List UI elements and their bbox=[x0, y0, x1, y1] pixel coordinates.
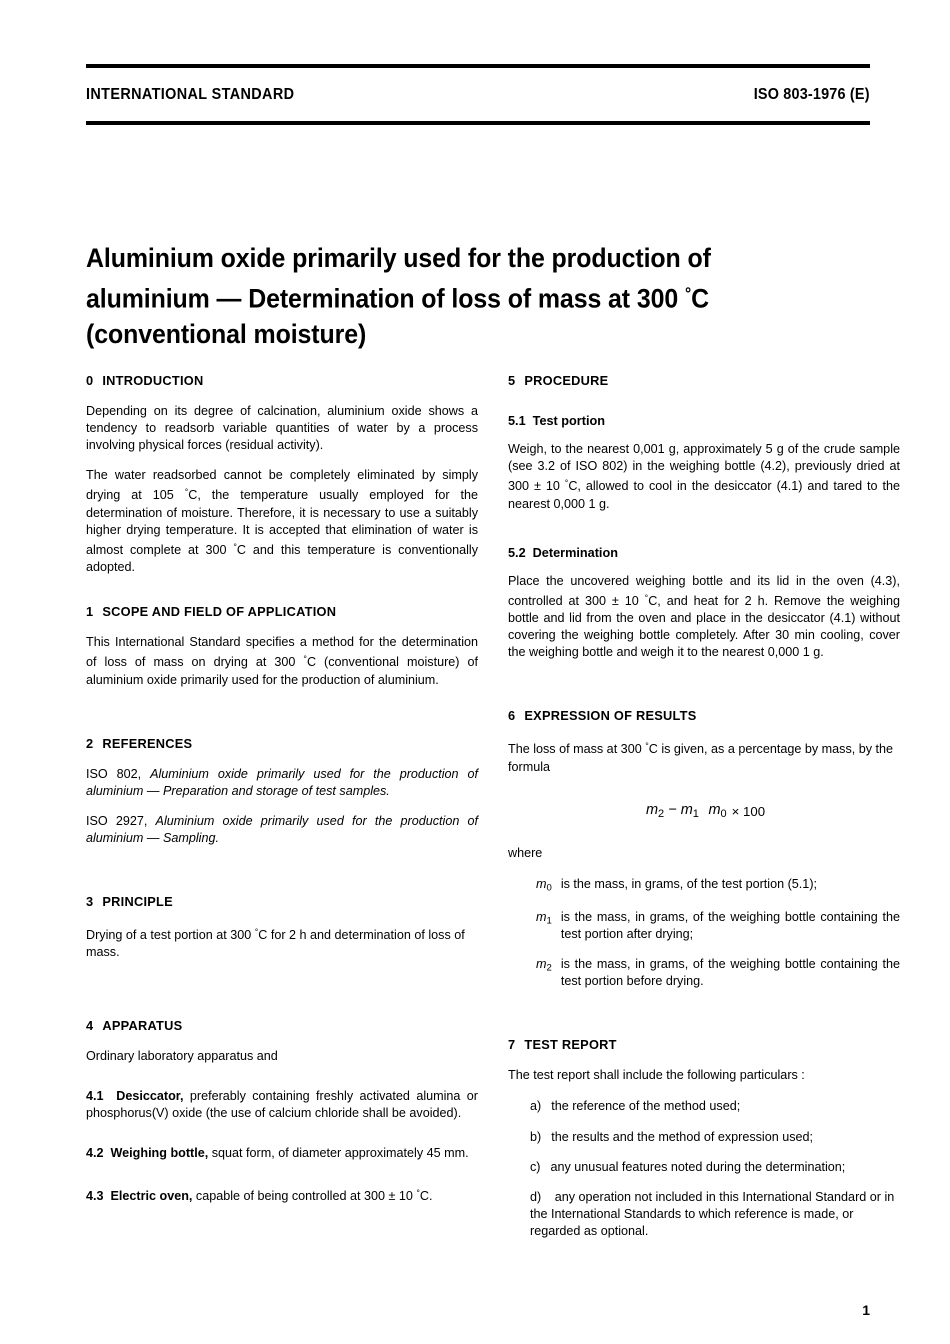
section-references-title: REFERENCES bbox=[102, 735, 193, 751]
section-introduction-title: INTRODUCTION bbox=[102, 373, 204, 388]
list-item bbox=[508, 1189, 900, 1240]
reference-item bbox=[86, 813, 478, 847]
section-introduction bbox=[86, 373, 478, 576]
apparatus-item-electric-oven bbox=[86, 1185, 478, 1205]
definition-symbol-subscript: 2 bbox=[546, 962, 552, 974]
apparatus-item-name: Electric oven, bbox=[110, 1189, 193, 1204]
scope-paragraph bbox=[86, 634, 478, 689]
subsection-test-portion-number: 5.1 bbox=[508, 414, 526, 428]
subsection-determination-title: Determination bbox=[532, 545, 618, 560]
section-results-number: 6 bbox=[508, 708, 516, 724]
section-spacer bbox=[86, 962, 478, 990]
section-spacer bbox=[86, 847, 478, 875]
title-line-3: (conventional moisture) bbox=[86, 319, 367, 350]
list-item bbox=[508, 1098, 900, 1115]
test-portion-paragraph bbox=[508, 441, 900, 513]
title-line-2-a: aluminium bbox=[86, 283, 217, 314]
page-title bbox=[86, 240, 782, 353]
apparatus-item-name: Weighing bottle, bbox=[110, 1145, 209, 1160]
page-header bbox=[86, 86, 870, 104]
definition-symbol-subscript: 1 bbox=[546, 915, 552, 927]
formula-m0-base: m bbox=[708, 801, 721, 818]
apparatus-item-description: squat form, of diameter approximately 45 mm. bbox=[208, 1145, 469, 1160]
section-test-report-title: TEST REPORT bbox=[524, 1037, 617, 1053]
results-intro-part-a: The loss of mass at 300 bbox=[508, 742, 646, 757]
section-procedure-heading bbox=[508, 373, 900, 389]
list-item-marker: a) bbox=[530, 1099, 542, 1114]
standard-reference-label: ISO 803-1976 (E) bbox=[754, 86, 870, 103]
list-item-text: the reference of the method used; bbox=[551, 1099, 741, 1114]
section-spacer bbox=[86, 689, 478, 717]
section-procedure bbox=[508, 373, 900, 661]
title-degree-symbol: ° bbox=[684, 284, 692, 303]
definition-item bbox=[508, 909, 900, 943]
reference-item bbox=[86, 766, 478, 800]
introduction-p2-part-a: The water readsorbed cannot be completely eliminated by simply drying at 105 bbox=[86, 468, 478, 503]
definition-symbol bbox=[536, 909, 552, 943]
item-spacer bbox=[86, 1175, 478, 1185]
subsection-test-portion-heading bbox=[508, 413, 900, 429]
title-line-2-c: C bbox=[691, 283, 710, 314]
subsection-test-portion-title: Test portion bbox=[532, 414, 605, 428]
reference-1-title: Aluminium oxide primarily used for the production of aluminium — Preparation and storage of test samples. bbox=[86, 766, 478, 798]
apparatus-intro: Ordinary laboratory apparatus and bbox=[86, 1048, 278, 1063]
scope-part-a: This International Standard specifies a method for the determination of loss of mass on drying at 300 bbox=[86, 635, 478, 670]
list-item-marker: c) bbox=[530, 1159, 541, 1174]
section-principle-title: PRINCIPLE bbox=[102, 894, 173, 910]
section-principle bbox=[86, 894, 478, 961]
sub-spacer bbox=[508, 403, 900, 413]
introduction-paragraph-1: Depending on its degree of calcination, aluminium oxide shows a tendency to readsorb variable quantities of water by a process involving physical forces (residual activity). bbox=[86, 404, 478, 453]
determination-part-a: Place the uncovered weighing bottle and its lid in the oven (4.3), controlled at 300 ± 10 bbox=[508, 573, 900, 608]
formula-minus-sign: − bbox=[664, 801, 681, 818]
formula-numerator bbox=[643, 802, 702, 820]
section-spacer bbox=[508, 689, 900, 708]
apparatus-item-description: preferably containing freshly activated alumina or phosphorus(V) oxide (the use of calcium chloride shall be avoided). bbox=[86, 1088, 478, 1120]
apparatus-item-number: 4.2 bbox=[86, 1145, 104, 1160]
standard-type-label: INTERNATIONAL STANDARD bbox=[86, 86, 295, 103]
section-spacer bbox=[86, 576, 478, 604]
header-rule-bottom bbox=[86, 121, 870, 125]
section-references bbox=[86, 736, 478, 847]
results-intro-paragraph bbox=[508, 738, 900, 775]
section-apparatus bbox=[86, 1018, 478, 1206]
section-spacer bbox=[86, 717, 478, 736]
sub-spacer bbox=[508, 526, 900, 545]
formula-fraction bbox=[643, 802, 730, 822]
degree-symbol: ° bbox=[645, 741, 649, 752]
formula-m1-base: m bbox=[680, 801, 693, 818]
degree-symbol: ° bbox=[303, 654, 307, 665]
principle-part-b: C for 2 h and determination of loss of mass. bbox=[86, 928, 465, 960]
item-spacer bbox=[86, 1078, 478, 1088]
definition-item bbox=[508, 956, 900, 990]
apparatus-item-number: 4.3 bbox=[86, 1189, 104, 1204]
subsection-determination-heading bbox=[508, 545, 900, 561]
section-test-report-number: 7 bbox=[508, 1037, 516, 1053]
section-references-number: 2 bbox=[86, 735, 94, 751]
section-principle-heading bbox=[86, 894, 478, 910]
degree-symbol: ° bbox=[416, 1187, 420, 1198]
list-item-marker: d) bbox=[530, 1189, 542, 1204]
scope-part-b: C (conventional moisture) of aluminium oxide primarily used for the production of aluminium. bbox=[86, 655, 478, 687]
degree-symbol: ° bbox=[233, 541, 237, 552]
definition-symbol-base: m bbox=[536, 876, 547, 891]
list-item bbox=[508, 1129, 900, 1146]
principle-paragraph bbox=[86, 924, 478, 961]
determination-part-b: C, and heat for 2 h. Remove the weighing bottle and lid from the oven and place in the desiccator (4.1) without covering the weighing bottle completely. After 30 min cooling, cover the weighing bottle and weigh it to the nearest 0,000 1 g. bbox=[508, 593, 900, 660]
apparatus-item-name: Desiccator, bbox=[116, 1088, 184, 1103]
degree-symbol: ° bbox=[254, 927, 259, 938]
list-item bbox=[508, 1159, 900, 1176]
section-expression-of-results bbox=[508, 708, 900, 990]
formula-denominator bbox=[705, 800, 729, 818]
degree-symbol: ° bbox=[184, 487, 189, 498]
apparatus-item-desiccator bbox=[86, 1088, 478, 1122]
title-line-1: Aluminium oxide primarily used for the production of bbox=[86, 242, 711, 273]
section-apparatus-number: 4 bbox=[86, 1017, 94, 1033]
section-spacer bbox=[86, 990, 478, 1018]
where-label: where bbox=[508, 846, 543, 861]
definition-symbol bbox=[536, 876, 552, 896]
section-scope bbox=[86, 604, 478, 689]
list-item-text: any operation not included in this International Standard or in the International Standards to which reference is made, or regarded as optional. bbox=[530, 1189, 895, 1238]
section-spacer bbox=[508, 661, 900, 689]
section-test-report bbox=[508, 1037, 900, 1240]
right-column bbox=[508, 373, 900, 1240]
test-report-intro: The test report shall include the following particulars : bbox=[508, 1068, 805, 1083]
formula-multiplier: × 100 bbox=[731, 804, 766, 820]
formula-m2-base: m bbox=[645, 801, 659, 818]
section-references-heading bbox=[86, 736, 478, 752]
definition-item bbox=[508, 876, 900, 896]
definition-symbol-subscript: 0 bbox=[546, 881, 552, 893]
reference-2-id: ISO 2927, bbox=[86, 813, 156, 828]
section-apparatus-heading bbox=[86, 1018, 478, 1034]
list-item-marker: b) bbox=[530, 1129, 542, 1144]
results-intro-part-b: C is given, as a percentage by mass, by the formula bbox=[508, 742, 894, 774]
apparatus-item-weighing-bottle bbox=[86, 1145, 478, 1162]
section-scope-heading bbox=[86, 604, 478, 620]
section-spacer bbox=[86, 875, 478, 894]
degree-symbol: ° bbox=[644, 592, 649, 603]
definition-symbol-base: m bbox=[536, 957, 547, 972]
apparatus-item-description-a: capable of being controlled at 300 ± 10 bbox=[192, 1189, 417, 1204]
definition-text: is the mass, in grams, of the weighing bottle containing the test portion before drying. bbox=[560, 957, 900, 989]
section-results-title: EXPRESSION OF RESULTS bbox=[524, 708, 697, 724]
section-spacer bbox=[508, 1018, 900, 1037]
section-test-report-heading bbox=[508, 1037, 900, 1053]
section-apparatus-title: APPARATUS bbox=[102, 1017, 183, 1033]
section-scope-number: 1 bbox=[86, 604, 94, 620]
section-introduction-number: 0 bbox=[86, 373, 94, 388]
section-procedure-number: 5 bbox=[508, 373, 516, 388]
section-results-heading bbox=[508, 708, 900, 724]
test-portion-part-b: C, allowed to cool in the desiccator (4.1) and tared to the nearest 0,000 1 g. bbox=[508, 479, 900, 511]
section-procedure-title: PROCEDURE bbox=[524, 373, 609, 388]
formula-m2-subscript: 2 bbox=[658, 807, 665, 820]
section-scope-title: SCOPE AND FIELD OF APPLICATION bbox=[102, 604, 337, 620]
definition-text: is the mass, in grams, of the test portion (5.1); bbox=[560, 876, 818, 891]
formula-m0-subscript: 0 bbox=[720, 807, 727, 820]
list-item-text: the results and the method of expression used; bbox=[551, 1129, 814, 1144]
test-portion-part-a: Weigh, to the nearest 0,001 g, approximately 5 g of the crude sample (see 3.2 of ISO 802) in the weighing bottle (4.2), previously dried at 300 ± 10 bbox=[508, 442, 900, 494]
section-introduction-heading bbox=[86, 373, 478, 389]
title-dash: — bbox=[216, 283, 242, 314]
left-column bbox=[86, 373, 478, 1205]
definition-symbol bbox=[536, 956, 552, 990]
reference-1-id: ISO 802, bbox=[86, 766, 151, 781]
loss-of-mass-formula bbox=[508, 802, 900, 822]
header-rule-top bbox=[86, 64, 870, 68]
introduction-p2-part-b: C, the temperature usually employed for the determination of moisture. Therefore, it is necessary to use a suitably higher drying temperature. It is accepted that elimination of water is almost complete at 300 bbox=[86, 488, 478, 558]
apparatus-item-number: 4.1 bbox=[86, 1088, 104, 1103]
formula-m1-subscript: 1 bbox=[692, 807, 699, 820]
definition-text: is the mass, in grams, of the weighing bottle containing the test portion after drying; bbox=[560, 910, 900, 942]
determination-paragraph bbox=[508, 573, 900, 662]
principle-part-a: Drying of a test portion at 300 bbox=[86, 928, 255, 943]
apparatus-item-description-b: C. bbox=[419, 1189, 433, 1204]
item-spacer bbox=[86, 1135, 478, 1145]
page-number: 1 bbox=[862, 1302, 870, 1318]
degree-symbol: ° bbox=[564, 478, 569, 489]
subsection-determination-number: 5.2 bbox=[508, 545, 526, 560]
introduction-p2-part-c: C and this temperature is conventionally adopted. bbox=[86, 543, 478, 575]
section-spacer bbox=[508, 990, 900, 1018]
section-principle-number: 3 bbox=[86, 894, 94, 910]
title-line-2-b: Determination of loss of mass at 300 bbox=[241, 283, 685, 314]
reference-2-title: Aluminium oxide primarily used for the production of aluminium — Sampling. bbox=[86, 813, 478, 846]
definition-symbol-base: m bbox=[536, 910, 547, 925]
list-item-text: any unusual features noted during the determination; bbox=[550, 1159, 846, 1174]
introduction-paragraph-2 bbox=[86, 467, 478, 576]
test-report-item-list bbox=[508, 1098, 900, 1240]
symbol-definition-list bbox=[508, 876, 900, 991]
